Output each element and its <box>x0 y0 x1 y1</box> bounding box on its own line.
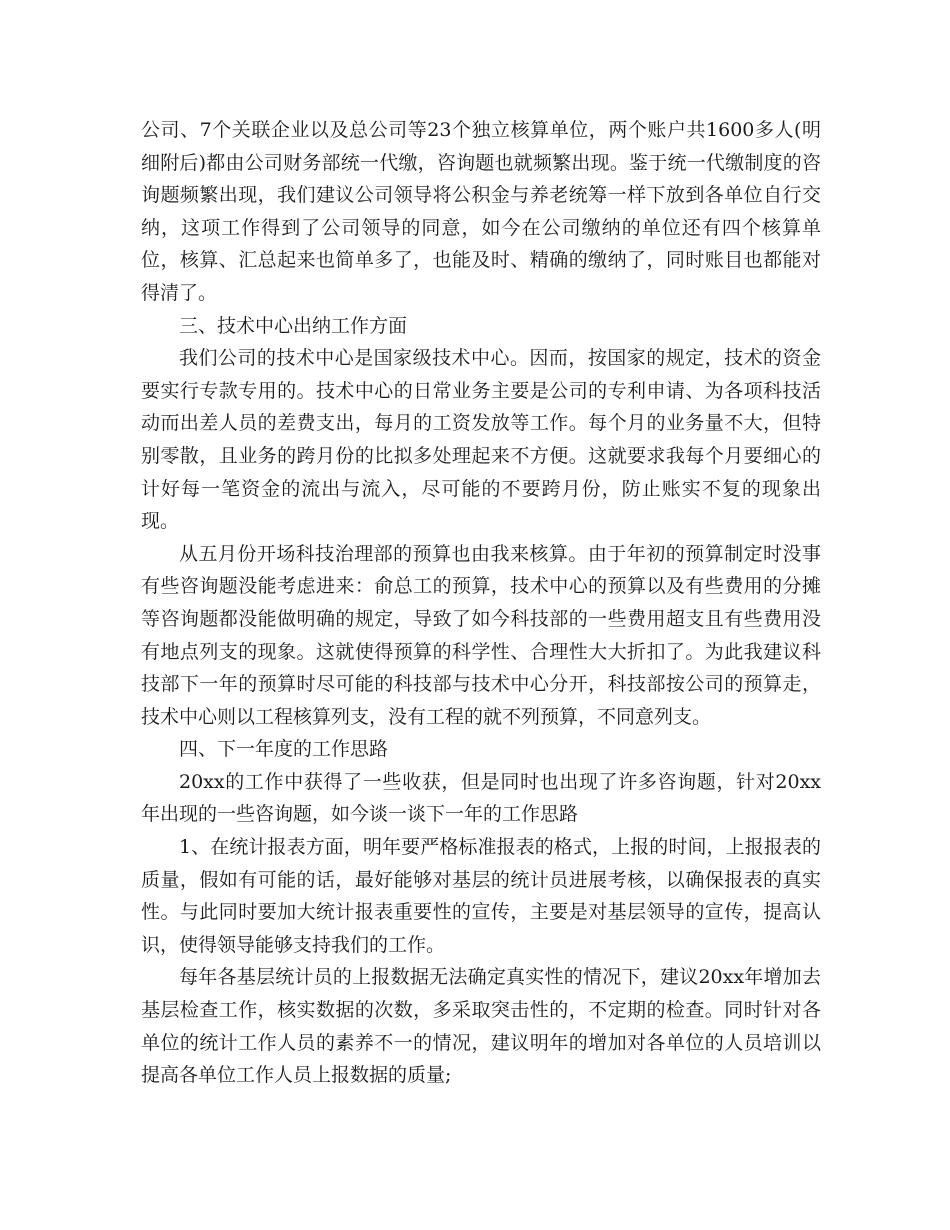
paragraph-intro-continued: 公司、7个关联企业以及总公司等23个独立核算单位，两个账户共1600多人(明细附后)都由公司财务部统一代缴，咨询题也就频繁出现。鉴于统一代缴制度的咨询题频繁出现，我们建议公司领导将公积金与养老统筹一样下放到各单位自行交纳，这项工作得到了公司领导的同意，如今在公司缴纳的单位还有四个核算单位，核算、汇总起来也简单多了，也能及时、精确的缴纳了，同时账目也都能对得清了。 <box>141 119 821 304</box>
paragraph-statistics-reports: 1、在统计报表方面，明年要严格标准报表的格式，上报的时间，上报报表的质量，假如有可能的话，最好能够对基层的统计员进展考核，以确保报表的真实性。与此同时要加大统计报表重要性的宣传，主要是对基层领导的宣传，提高认识，使得领导能够支持我们的工作。 <box>141 836 821 956</box>
paragraph-tech-center: 我们公司的技术中心是国家级技术中心。因而，按国家的规定，技术的资金要实行专款专用的。技术中心的日常业务主要是公司的专利申请、为各项科技活动而出差人员的差费支出，每月的工资发放等工作。每个月的业务量不大，但特别零散，且业务的跨月份的比拟多处理起来不方便。这就要求我每个月要细心的计好每一笔资金的流出与流入，尽可能的不要跨月份，防止账实不复的现象出现。 <box>141 347 821 533</box>
section-heading-next-year: 四、下一年度的工作思路 <box>179 738 389 761</box>
paragraph-budget: 从五月份开场科技治理部的预算也由我来核算。由于年初的预算制定时没事有些咨询题没能考虑进来：俞总工的预算，技术中心的预算以及有些费用的分摊等咨询题都没能做明确的规定，导致了如今科技部的一些费用超支且有些费用没有地点列支的现象。这就使得预算的科学性、合理性大大折扣了。为此我建议科技部下一年的预算时尽可能的科技部与技术中心分开，科技部按公司的预算走，技术中心则以工程核算列支，没有工程的就不列预算，不同意列支。 <box>141 542 821 728</box>
paragraph-inspection: 每年各基层统计员的上报数据无法确定真实性的情况下，建议20xx年增加去基层检查工作，核实数据的次数，多采取突击性的，不定期的检查。同时针对各单位的统计工作人员的素养不一的情况，建议明年的增加对各单位的人员培训以提高各单位工作人员上报数据的质量; <box>141 966 821 1087</box>
document-body <box>141 114 821 1092</box>
paragraph-next-year-intro: 20xx的工作中获得了一些收获，但是同时也出现了许多咨询题，针对20xx年出现的一些咨询题，如今谈一谈下一年的工作思路 <box>141 770 821 826</box>
section-heading-tech-center: 三、技术中心出纳工作方面 <box>179 314 408 337</box>
